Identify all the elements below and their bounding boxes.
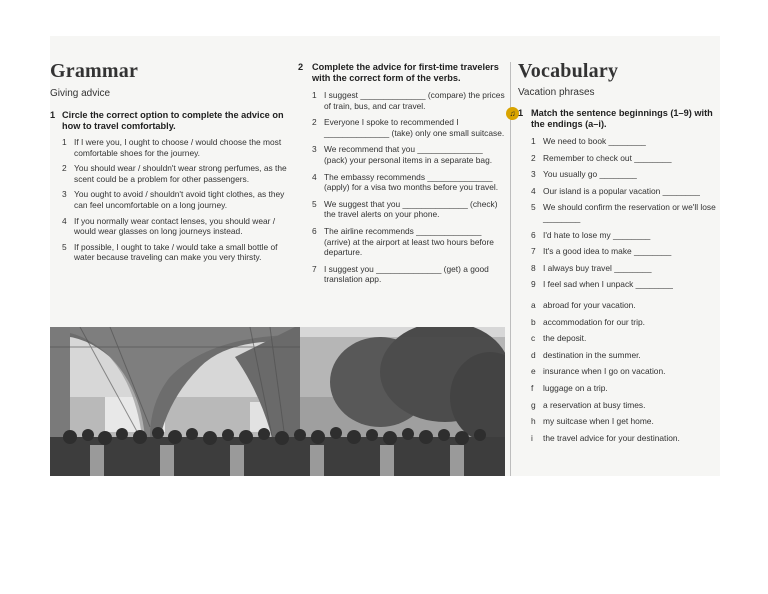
list-item: 3 You usually go ________ [531, 169, 637, 180]
list-item: d destination in the summer. [531, 349, 641, 360]
list-item: 1 I suggest ______________ (compare) the prices of train, bus, and car travel. [312, 90, 505, 111]
list-item: 1 We need to book ________ [531, 136, 646, 146]
list-item: b accommodation for our trip. [531, 316, 645, 327]
list-item: 5 If possible, I ought to take / would take a small bottle of water because traveling can make you very thirsty. [62, 241, 278, 263]
audio-icon[interactable]: ♫ [506, 107, 519, 120]
list-item: 7 It's a good idea to make ________ [531, 246, 672, 257]
list-item: 4 Our island is a popular vacation ________ [531, 185, 700, 196]
list-item: 5 We suggest that you ______________ (check) the travel alerts on your phone. [312, 198, 498, 220]
list-item: c the deposit. [531, 333, 587, 344]
list-item: 5 We should confirm the reservation or we'll lose ________ [531, 202, 716, 223]
list-item: f luggage on a trip. [531, 382, 608, 393]
exercise-2-instruction: 2 Complete the advice for first-time travelers with the correct form of the verbs. [298, 62, 499, 83]
list-item: 4 If you normally wear contact lenses, you should wear / would wear glasses on long journeys instead. [62, 215, 276, 237]
list-item: 2 Remember to check out ________ [531, 152, 672, 163]
list-item: 9 I feel sad when I unpack ________ [531, 279, 673, 290]
exercise-2 [298, 62, 506, 285]
list-item: 2 Everyone I spoke to recommended I ______________ (take) only one small suitcase. [312, 117, 505, 138]
list-item: i the travel advice for your destination. [531, 432, 680, 443]
column-divider [510, 62, 511, 476]
workbook-page [50, 36, 720, 476]
list-item: 8 I always buy travel ________ [531, 262, 652, 273]
eiffel-tower-tourist-group-photo [50, 327, 505, 476]
list-item: 7 I suggest you ______________ (get) a good translation app. [312, 263, 489, 285]
list-item: e insurance when I go on vacation. [531, 366, 666, 377]
list-item: a abroad for your vacation. [531, 299, 636, 310]
list-item: h my suitcase when I get home. [531, 416, 654, 427]
grammar-subtitle: Giving advice [50, 88, 111, 99]
list-item: g a reservation at busy times. [531, 399, 646, 410]
grammar-exercise-1-items [50, 137, 290, 263]
grammar-title: Grammar [50, 60, 139, 82]
list-item: 6 The airline recommends ______________ (arrive) at the airport at least two hours before departure. [312, 225, 494, 258]
list-item: 3 You ought to avoid / shouldn't avoid tight clothes, as they can feel uncomfortable on a long journey. [62, 189, 285, 210]
list-item: 3 We recommend that you ______________ (pack) your personal items in a separate bag. [312, 144, 493, 165]
grammar-exercise-1-instruction: 1 Circle the correct option to complete the advice on how to travel comfortably. [50, 110, 284, 131]
list-item: 6 I'd hate to lose my ________ [531, 229, 651, 240]
vocabulary-exercise-1-instruction: ♫ 1 Match the sentence beginnings (1–9) with the endings (a–i). [518, 108, 718, 130]
list-item: 2 You should wear / shouldn't wear strong perfumes, as the scent could be a problem for other passengers. [62, 163, 287, 184]
photo-illustration [50, 327, 505, 476]
vocabulary-subtitle: Vacation phrases [518, 87, 595, 98]
vocabulary-title: Vocabulary [518, 60, 619, 82]
list-item: 4 The embassy recommends ______________ (apply) for a visa two months before you travel. [312, 171, 499, 193]
vocabulary-section [509, 60, 718, 443]
list-item: 1 If I were you, I ought to choose / would choose the most comfortable shoes for the journey. [62, 137, 282, 158]
